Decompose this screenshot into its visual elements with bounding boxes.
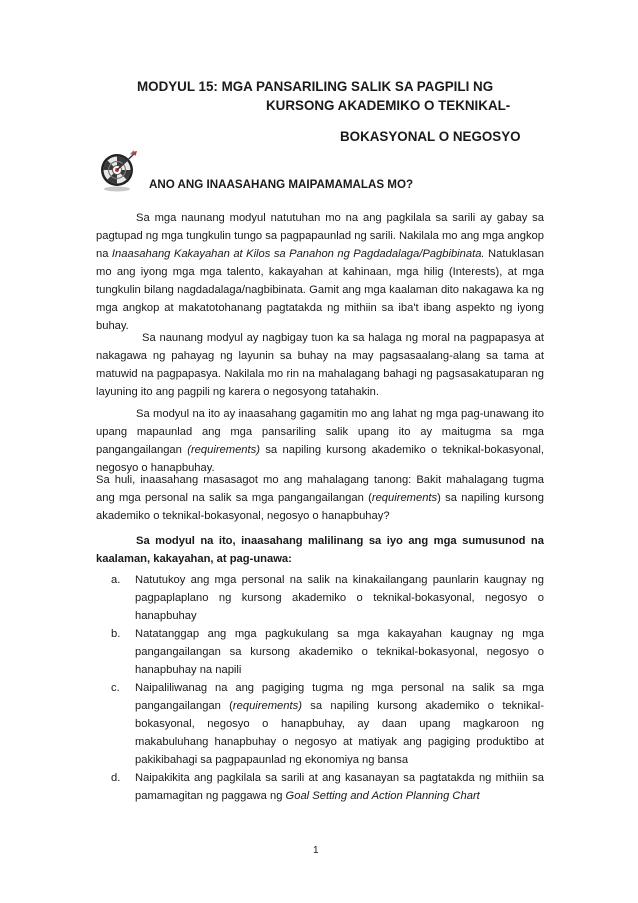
paragraph-4 <box>96 471 544 525</box>
page-number: 1 <box>313 845 319 856</box>
paragraph-3-emphasis: (requirements) <box>187 444 260 456</box>
module-title-line-1: MODYUL 15: MGA PANSARILING SALIK SA PAGPILI NG <box>137 79 494 94</box>
list-item-text: Natutukoy ang mga personal na salik na kinakailangang paunlarin kaugnay ng pagpaplaplano ng kursong akademiko o teknikal-bokasyonal, negosyo o hanapbuhay <box>135 574 544 622</box>
paragraph-1-text-b: Natuklasan mo ang iyong mga mga talento, kakayahan at kahinaan, mga hilig (Interests), at mga tungkulin bilang nagdadalaga/nagbibinata. Gamit ang mga kaalaman dito nakagawa ka ng mga angkop at makatotohanang pagtatakda ng mithiin sa iba't ibang aspekto ng iyong buhay. <box>96 248 544 332</box>
paragraph-4-text-a: Sa huli, inaasahang masasagot mo ang mahalagang tanong: Bakit mahalagang tugma ang mga personal na salik sa mga pangangailangan ( <box>96 474 544 504</box>
module-title-line-2: KURSONG AKADEMIKO O TEKNIKAL- <box>266 98 511 113</box>
list-marker: d. <box>111 772 121 784</box>
list-item <box>96 625 544 679</box>
paragraph-4-text-b: ) sa napiling kursong akademiko o teknikal-bokasyonal, negosyo o hanapbuhay? <box>96 492 544 522</box>
list-marker: b. <box>111 628 121 640</box>
list-item <box>96 571 544 625</box>
list-item-emphasis: requirements) <box>232 700 302 712</box>
paragraph-4-emphasis: requirements <box>371 492 438 504</box>
module-title-line-3: BOKASYONAL O NEGOSYO <box>340 129 521 144</box>
paragraph-3 <box>96 405 544 477</box>
list-item-emphasis: Goal Setting and Action Planning Chart <box>285 790 480 802</box>
paragraph-3-text-a: Sa modyul na ito ay inaasahang gagamitin mo ang lahat ng mga pag-unawang ito upang mapaunlad ang mga pansariling salik upang ito ay maitugma sa mga pangangailangan <box>96 408 544 456</box>
list-item <box>96 679 544 769</box>
list-item-text: Natatanggap ang mga pagkukulang sa mga kakayahan kaugnay ng mga pangangailangan sa kursong akademiko o teknikal-bokasyonal, negosyo o hanapbuhay na napili <box>135 628 544 676</box>
list-marker: c. <box>111 682 120 694</box>
paragraph-1-emphasis: Inaasahang Kakayahan at Kilos sa Panahon ng Pagdadalaga/Pagbibinata. <box>111 248 485 260</box>
list-item <box>96 769 544 805</box>
paragraph-2-text: Sa naunang modyul ay nagbigay tuon ka sa halaga ng moral na pagpapasya at nakagawa ng pahayag ng layunin sa buhay na may pagsasaalang-alang sa tama at matuwid na pagpapasya. Nakilala mo rin na mahalagang bahagi ng pagsasakatuparan ng layuning ito ang pagpili ng karera o negosyong tatahakin. <box>96 332 544 398</box>
list-item-text: Naipakikita ang pagkilala sa sarili at ang kasanayan sa pagtatakda ng mithiin sa pamamagitan ng paggawa ng <box>135 772 544 802</box>
list-item-text-b: sa napiling kursong akademiko o teknikal-bokasyonal, negosyo o hanapbuhay, ay daan upang magkaroon ng makabuluhang hanapbuhay o negosyo at matiyak ang pagiging produktibo at pakikibahagi sa pagpapaunlad ng ekonomiya ng bansa <box>135 700 544 766</box>
paragraph-2 <box>96 329 544 401</box>
paragraph-1 <box>96 209 544 335</box>
paragraph-5-text: Sa modyul na ito, inaasahang malilinang sa iyo ang mga sumusunod na kaalaman, kakayahan, at pag-unawa: <box>96 535 544 565</box>
paragraph-3-text-b: sa napiling kursong akademiko o teknikal-bokasyonal, negosyo o hanapbuhay. <box>96 444 544 474</box>
section-heading: ANO ANG INAASAHANG MAIPAMAMALAS MO? <box>149 178 414 191</box>
objectives-list <box>96 571 544 805</box>
paragraph-1-text-a: Sa mga naunang modyul natutuhan mo na ang pagkilala sa sarili ay gabay sa pagtupad ng mga tungkulin tungo sa pagpapaunlad ng sarili. Nakilala mo ang mga angkop na <box>96 212 544 260</box>
paragraph-5 <box>96 532 544 568</box>
dartboard-icon <box>99 148 139 192</box>
list-marker: a. <box>111 574 121 586</box>
list-item-text: Naipaliliwanag na ang pagiging tugma ng mga personal na salik sa mga pangangailangan ( <box>135 682 544 712</box>
